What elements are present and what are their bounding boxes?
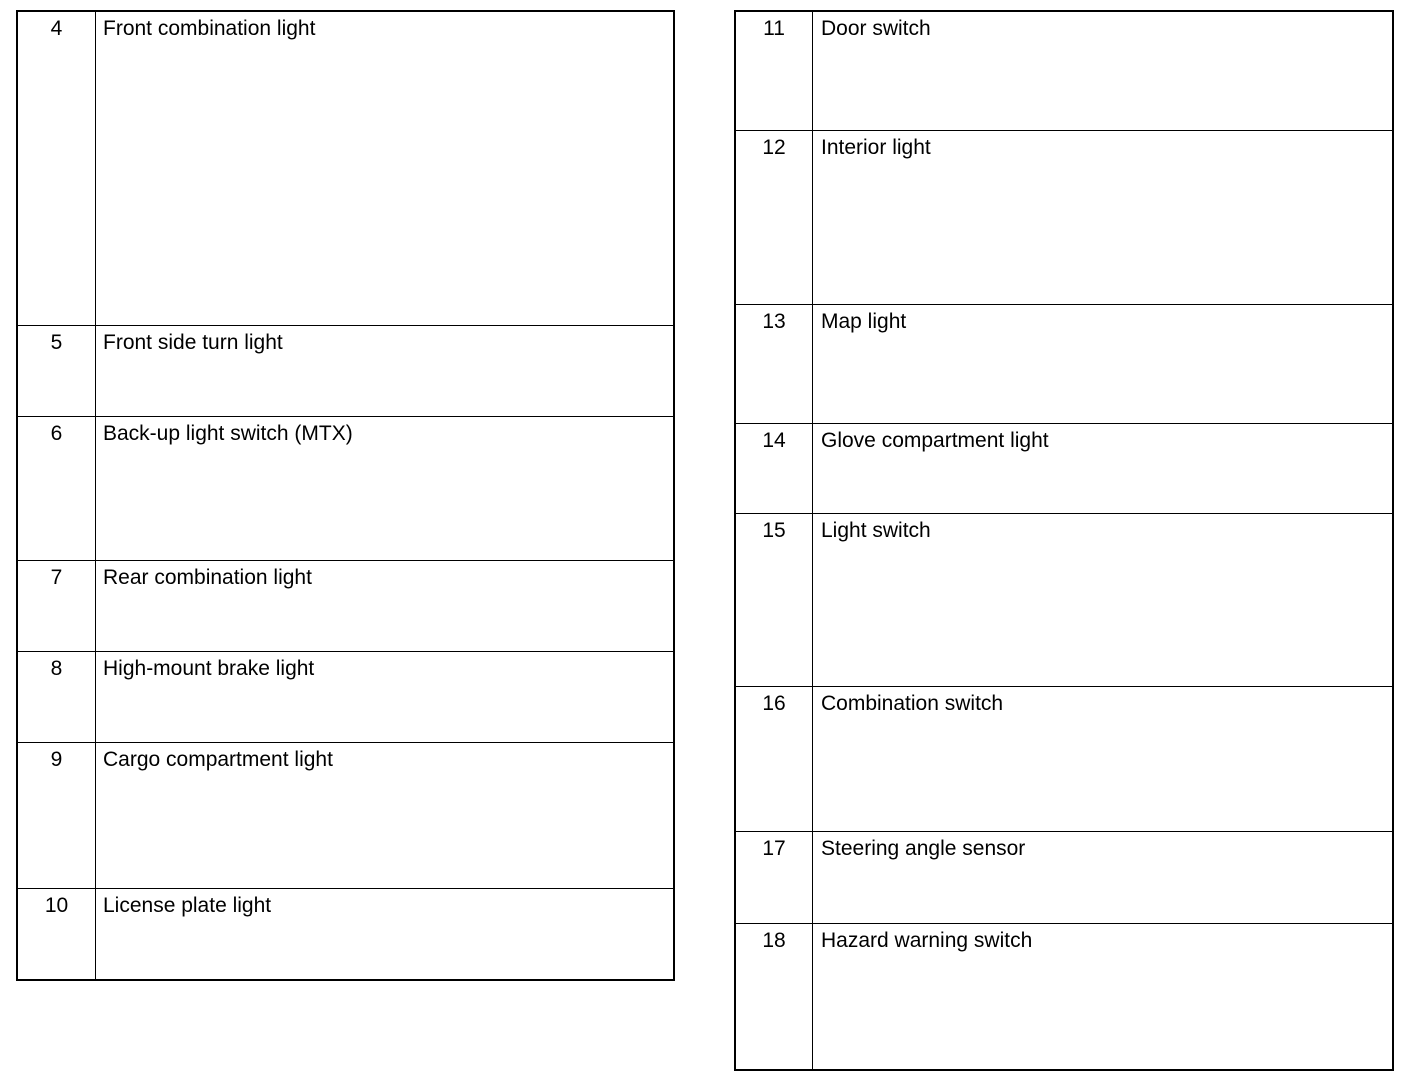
table-row [18, 325, 673, 416]
item-number: 4 [50, 17, 63, 40]
item-number: 8 [50, 657, 63, 680]
item-name: Map light [821, 310, 907, 333]
table-row [736, 304, 1392, 423]
item-name: Front side turn light [103, 331, 283, 354]
item-name: Back-up light switch (MTX) [103, 422, 353, 445]
table-row [736, 423, 1392, 513]
item-name: Combination switch [821, 692, 1004, 715]
right-component-table [734, 10, 1394, 1071]
left-component-table [16, 10, 675, 981]
item-number: 15 [762, 519, 786, 542]
item-name: Hazard warning switch [821, 929, 1033, 952]
item-number: 12 [762, 136, 786, 159]
item-number: 16 [762, 692, 786, 715]
item-name: Door switch [821, 17, 931, 40]
table-row [18, 888, 673, 981]
item-number: 11 [763, 17, 785, 40]
item-name: Rear combination light [103, 566, 312, 589]
table-row [18, 560, 673, 651]
item-number: 9 [50, 748, 63, 771]
table-row [18, 742, 673, 888]
table-row [736, 923, 1392, 1071]
table-row [736, 686, 1392, 831]
table-row [736, 12, 1392, 130]
table-row [18, 12, 673, 325]
item-name: Cargo compartment light [103, 748, 333, 771]
item-name: Steering angle sensor [821, 837, 1026, 860]
table-row [18, 651, 673, 742]
item-number: 7 [50, 566, 63, 589]
item-name: Interior light [821, 136, 931, 159]
item-name: Front combination light [103, 17, 316, 40]
item-number: 5 [50, 331, 63, 354]
table-row [736, 130, 1392, 304]
item-number: 10 [44, 894, 69, 917]
table-row [18, 416, 673, 560]
item-name: License plate light [103, 894, 272, 917]
item-number: 14 [762, 429, 786, 452]
item-name: Glove compartment light [821, 429, 1049, 452]
item-number: 13 [762, 310, 786, 333]
table-row [736, 831, 1392, 923]
item-name: Light switch [821, 519, 931, 542]
item-number: 18 [762, 929, 786, 952]
item-name: High-mount brake light [103, 657, 315, 680]
item-number: 6 [50, 422, 63, 445]
item-number: 17 [762, 837, 786, 860]
table-row [736, 513, 1392, 686]
